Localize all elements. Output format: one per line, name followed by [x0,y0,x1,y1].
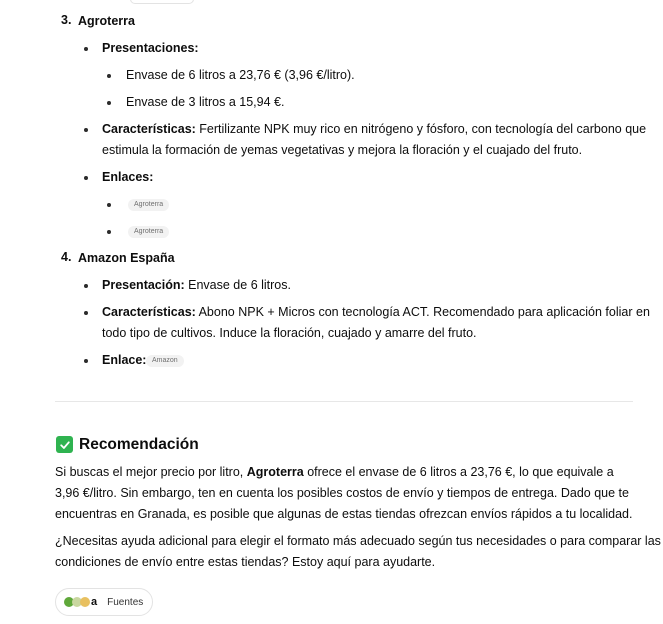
bullet [107,203,111,207]
followup-line-1: ¿Necesitas ayuda adicional para elegir el formato más adecuado según tus necesidades o para comparar las [55,534,661,548]
recommendation-text: ofrece el envase de 6 litros a 23,76 €, lo que equivale a [303,465,614,479]
bullet [84,359,88,363]
recommendation-line-2: 3,96 €/litro. Sin embargo, ten en cuenta los posibles costos de envío y tiempos de entrega. Dado que te [55,486,629,500]
source-favicon-icon [80,597,90,607]
section-divider [55,401,633,402]
bullet [84,311,88,315]
item-4-title: Amazon España [78,251,175,265]
recommendation-text: Si buscas el mejor precio por litro, [55,465,247,479]
item-3-caracteristicas-line2: estimula la formación de yemas vegetativas y mejora la floración y el cuajado del fruto. [102,143,583,157]
check-icon [56,436,73,453]
bullet [84,47,88,51]
item-3-presentaciones-label: Presentaciones: [102,41,199,55]
bullet [84,284,88,288]
recommendation-heading: Recomendación [79,436,199,453]
sources-button[interactable] [55,588,153,616]
bullet [107,74,111,78]
item-3-caracteristicas-label: Características: [102,122,196,136]
bullet [84,176,88,180]
item-3-presentation-1: Envase de 6 litros a 23,76 € (3,96 €/litro). [126,68,355,82]
item-4-presentacion-label: Presentación: [102,278,185,292]
item-4-caracteristicas [102,302,650,323]
item-3-presentation-2: Envase de 3 litros a 15,94 €. [126,95,285,109]
item-3-caracteristicas-text: Fertilizante NPK muy rico en nitrógeno y fósforo, con tecnología del carbono que [195,122,647,136]
item-3-title: Agroterra [78,14,135,28]
item-3-number: 3. [61,13,72,27]
amazon-link-chip[interactable]: Amazon [146,355,184,367]
recommendation-line-1 [55,462,614,483]
recommendation-store: Agroterra [246,465,304,479]
bullet [107,230,111,234]
item-4-caracteristicas-label: Características: [102,305,196,319]
bullet [84,128,88,132]
sources-label: Fuentes [107,596,144,608]
previous-link-chip[interactable] [130,0,194,4]
item-3-caracteristicas [102,119,646,140]
item-3-enlaces-label: Enlaces: [102,170,154,184]
amazon-favicon-icon: a [91,596,98,608]
item-4-presentacion-text: Envase de 6 litros. [184,278,291,292]
agroterra-link-chip-2[interactable]: Agroterra [128,226,169,238]
item-4-caracteristicas-text: Abono NPK + Micros con tecnología ACT. Recomendado para aplicación foliar en [195,305,650,319]
item-4-caracteristicas-line2: todo tipo de cultivos. Induce la floración, cuajado y amarre del fruto. [102,326,477,340]
agroterra-link-chip-1[interactable]: Agroterra [128,199,169,211]
recommendation-line-3: encuentras en Granada, es posible que algunas de estas tiendas ofrezcan envíos rápidos a tu localidad. [55,507,633,521]
bullet [107,101,111,105]
followup-line-2: condiciones de envío entre estas tiendas? Estoy aquí para ayudarte. [55,555,436,569]
item-4-number: 4. [61,250,72,264]
item-4-presentacion [102,275,291,296]
item-4-enlace-label: Enlace: [102,353,147,367]
